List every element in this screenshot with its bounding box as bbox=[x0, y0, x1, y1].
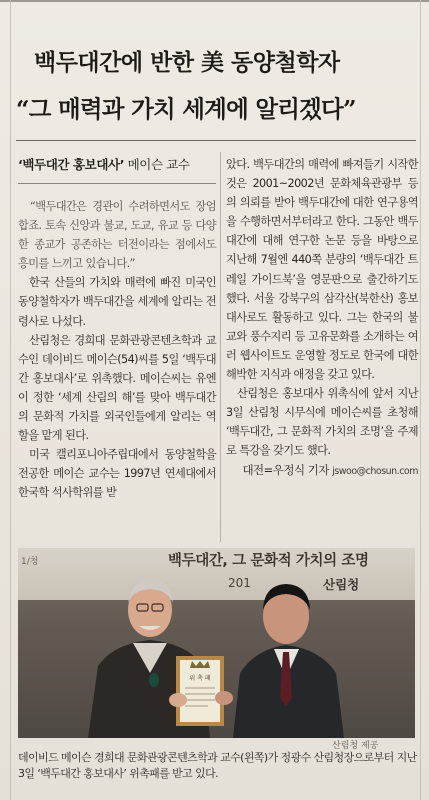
headline-main: 백두대간에 반한 美 동양철학자 bbox=[34, 49, 340, 76]
subheading bbox=[18, 155, 216, 173]
banner-title: 백두대간, 그 문화적 가치의 조명 bbox=[168, 553, 369, 569]
banner-org: 산림청 bbox=[323, 577, 360, 592]
byline-email: jswoo@chosun.com bbox=[332, 465, 418, 477]
headline-rule bbox=[16, 140, 416, 141]
banner-left-text: 1/청 bbox=[21, 557, 39, 567]
subheading-rest: 메이슨 교수 bbox=[124, 157, 190, 172]
article-paragraph-2: 산림청은 경희대 문화관광콘텐츠학과 교수인 데이비드 메이슨(54)씨를 5일 ‘백두대간 홍보대사’로 위촉했다. 메이슨씨는 유엔이 정한 ‘세계 산림의 해’를 맞아 백두대간의 문화적 가치를 외국인들에게 알리는 역할을 맡게 된다. bbox=[18, 333, 216, 443]
page-edge-left bbox=[10, 0, 11, 800]
left-column bbox=[18, 150, 216, 503]
subheading-title: ‘백두대간 홍보대사’ bbox=[18, 157, 125, 172]
headline-quote: “그 매력과 가치 세계에 알리겠다” bbox=[16, 95, 356, 123]
article-quote: “백두대간은 경관이 수려하면서도 장엄합죠. 토속 신앙과 불교, 도교, 유교 등 다양한 종교가 공존하는 터전이라는 점에서도 흥미를 느끼고 있습니다.” bbox=[18, 200, 216, 271]
article-paragraph-5: 산림청은 홍보대사 위촉식에 앞서 지난 3일 산림청 시무식에 메이슨씨를 초청해 ‘백두대간, 그 문화적 가치의 조명’을 주제로 특강을 갖기도 했다. bbox=[226, 387, 418, 458]
article-paragraph-3: 미국 캘리포니아주립대에서 동양철학을 전공한 메이슨 교수는 1997년 연세대에서 한국학 석사학위를 받 bbox=[18, 448, 216, 500]
article-paragraph-4: 았다. 백두대간의 매력에 빠져들기 시작한 것은 2001~2002년 문화체육관광부 등의 의뢰를 받아 백두대간에 대한 연구용역을 수행하면서부터라고 한다. 그동안 백두대간에 대해 연구한 논문 등을 바탕으로 지난해 7월엔 440쪽 분량의 ‘백두대간 트레일 가이드북’을 영문판으로 출간하기도 했다. 서울 강북구의 삼각산(북한산) 홍보대사로도 활동하고 있다. 그는 한국의 불교와 풍수지리 등 고유문화를 소개하는 여러 웹사이트도 운영할 정도로 한국에 대한 해박한 지식과 애정을 갖고 있다. bbox=[226, 158, 418, 382]
column-divider bbox=[220, 152, 221, 542]
photo-scene bbox=[18, 548, 415, 738]
photo-credit: 산림청 제공 bbox=[332, 741, 379, 751]
plaque-title: 위 촉 패 bbox=[189, 675, 211, 682]
right-column bbox=[226, 155, 418, 478]
news-photo bbox=[18, 548, 415, 738]
page-edge-top bbox=[0, 0, 429, 2]
article-paragraph-1: 한국 산들의 가치와 매력에 빠진 미국인 동양철학자가 백두대간을 세계에 알리는 전령사로 나섰다. bbox=[18, 276, 216, 328]
banner-date: 201 bbox=[228, 576, 251, 590]
plaque bbox=[176, 656, 224, 726]
byline bbox=[226, 462, 418, 478]
subheading-rule bbox=[18, 183, 216, 184]
byline-name: 대전=우정식 기자 bbox=[242, 462, 329, 477]
photo-caption: 데이비드 메이슨 경희대 문화관광콘텐츠학과 교수(왼쪽)가 정광수 산림청장으로부터 지난 3일 ‘백두대간 홍보대사’ 위촉패를 받고 있다. bbox=[18, 751, 417, 780]
